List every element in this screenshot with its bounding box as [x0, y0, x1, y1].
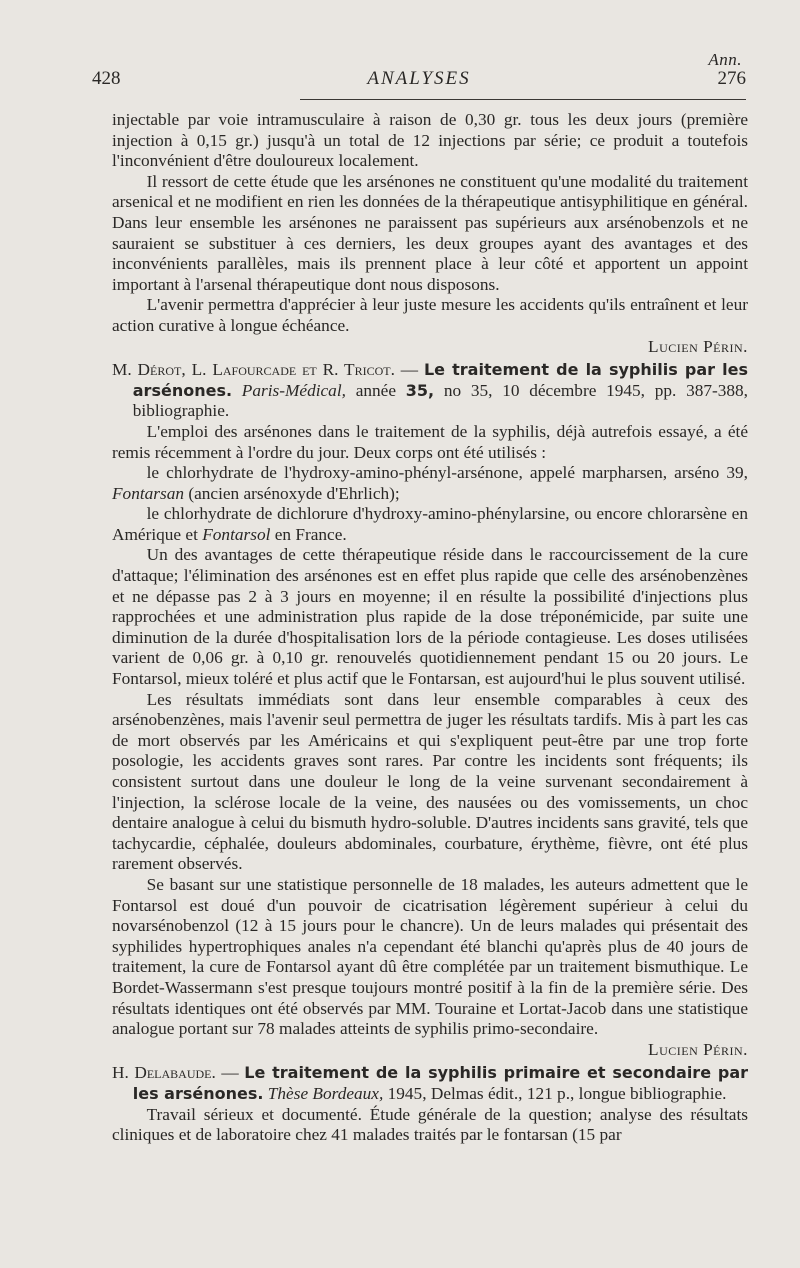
paragraph: injectable par voie intramusculaire à raison de 0,30 gr. tous les deux jours (première injection à 0,15 gr.) jusqu'à un total de 12 injections par série; ce produit a toutefois l'inconvénient d'être douloureux localement. [112, 110, 748, 171]
issue-number: 276 [717, 68, 746, 89]
product-name: Fontarsan [112, 483, 185, 503]
paragraph: L'avenir permettra d'apprécier à leur juste mesure les accidents qu'ils entraînent et leur action curative à longue échéance. [112, 295, 748, 335]
paragraph: Les résultats immédiats sont dans leur ensemble comparables à ceux des arsénobenzènes, mais l'avenir seul permettra de juger les résultats tardifs. Mis à part les cas de mort observés par les Américains et qui s'expliquent peut-être par une trop forte posologie, les accidents graves sont rares. Par contre les incidents sont fréquents; ils consistent surtout dans une douleur le long de la veine survenant secondairement à l'injection, la sclérose locale de la veine, des nausées ou des vomissements, un choc dentaire analogue à celui du bismuth hydro-soluble. D'autres incidents sans gravité, tels que tachycardie, céphalée, douleurs abdominales, courbature, érythème, fièvre, ont été plus rarement observés. [112, 689, 748, 874]
page-header [92, 68, 746, 94]
author-signature: Lucien Périn. [648, 1039, 748, 1059]
paragraph: Un des avantages de cette thérapeutique réside dans le raccourcissement de la cure d'attaque; l'élimination des arsénones est en effet plus rapide que celle des arsénobenzènes et ne dépasse pas 2 à 3 jours en moyenne; il en résulte la possibilité d'injections plus rapprochées et une administration plus rapide de la dose tréponémicide, par suite une diminution de la durée d'hospitalisation lors de la période contagieuse. Les doses utilisées varient de 0,06 gr. à 0,10 gr. renouvelés quotidiennement pendant 15 ou 20 jours. Le Fontarsol, mieux toléré et plus actif que le Fontarsan, est aujourd'hui le plus souvent utilisé. [112, 545, 748, 689]
reference-journal: Paris-Médical, [241, 380, 346, 400]
reference-details: 1945, Delmas édit., 121 p., longue bibliographie. [383, 1083, 727, 1103]
list-item [112, 463, 748, 504]
paragraph: L'emploi des arsénones dans le traitement de la syphilis, déjà autrefois essayé, a été remis récemment à l'ordre du jour. Deux corps ont été utilisés : [112, 421, 748, 462]
reference-authors: H. Delabaude. [112, 1063, 216, 1083]
list-item-text: le chlorhydrate de dichlorure d'hydroxy-amino-phénylarsine, ou encore chlorarsène en Amérique et [112, 504, 748, 544]
list-item-text: le chlorhydrate de l'hydroxy-amino-phényl-arsénone, appelé marpharsen, arséno 39, [146, 463, 748, 483]
reference-entry [112, 360, 748, 422]
journal-abbreviation: Ann. [708, 50, 742, 69]
page-number: 428 [92, 68, 121, 89]
paragraph: Travail sérieux et documenté. Étude générale de la question; analyse des résultats cliniques et de laboratoire chez 41 malades traités par le fontarsan (15 par [112, 1104, 748, 1145]
reference-thesis: Thèse Bordeaux, [267, 1083, 384, 1103]
reference-volume: 35, [405, 380, 435, 400]
author-signature: Lucien Périn. [648, 336, 748, 356]
product-name: Fontarsol [202, 524, 271, 544]
reference-authors: M. Dérot, L. Lafourcade et R. Tricot. [112, 360, 395, 380]
paragraph: Se basant sur une statistique personnelle de 18 malades, les auteurs admettent que le Fontarsol est doué d'un pouvoir de cicatrisation légèrement supérieur à celui du novarsénobenzol (12 à 15 jours pour le chancre). Un de leurs malades qui présentait des syphilides hypertrophiques anales n'a cependant été blanchi qu'après plus de 40 jours de traitement, la cure de Fontarsol ayant dû être complétée par un traitement bismuthique. Le Bordet-Wassermann s'est presque toujours montré positif à la fin de la première série. Des résultats identiques ont été observés par MM. Touraine et Lortat-Jacob dans une statistique analogue portant sur 78 malades atteints de syphilis primo-secondaire. [112, 874, 748, 1039]
paragraph: Il ressort de cette étude que les arsénones ne constituent qu'une modalité du traitement arsenical et ne modifient en rien les données de la thérapeutique antisyphilitique en général. Dans leur ensemble les arsénones ne paraissent pas supérieurs aux arsénobenzols et ne sauraient se substituer à ces derniers, les deux groupes ayant des avantages et des inconvénients parallèles, mais ils prennent place à leur côté et apportent un appoint important à l'arsenal thérapeutique dont nous disposons. [112, 171, 748, 294]
list-item [112, 504, 748, 545]
reference-details: no 35, 10 décembre 1945, pp. 387-388, bibliographie. [132, 380, 748, 421]
reference-title: Le traitement de la syphilis primaire et secondaire par les arsénones. [132, 1063, 748, 1103]
reference-title: Le traitement de la syphilis par les arsénones. [132, 360, 748, 400]
running-title: ANALYSES [367, 68, 471, 89]
reference-pre-volume: année [345, 380, 406, 400]
reference-entry [112, 1063, 748, 1104]
reference-dash: — [394, 360, 424, 380]
list-item-text: en France. [274, 524, 347, 544]
list-item-text: (ancien arsénoxyde d'Ehrlich); [188, 483, 400, 503]
header-rule [300, 99, 746, 100]
reference-dash: — [215, 1063, 245, 1083]
page-body [112, 110, 748, 1146]
